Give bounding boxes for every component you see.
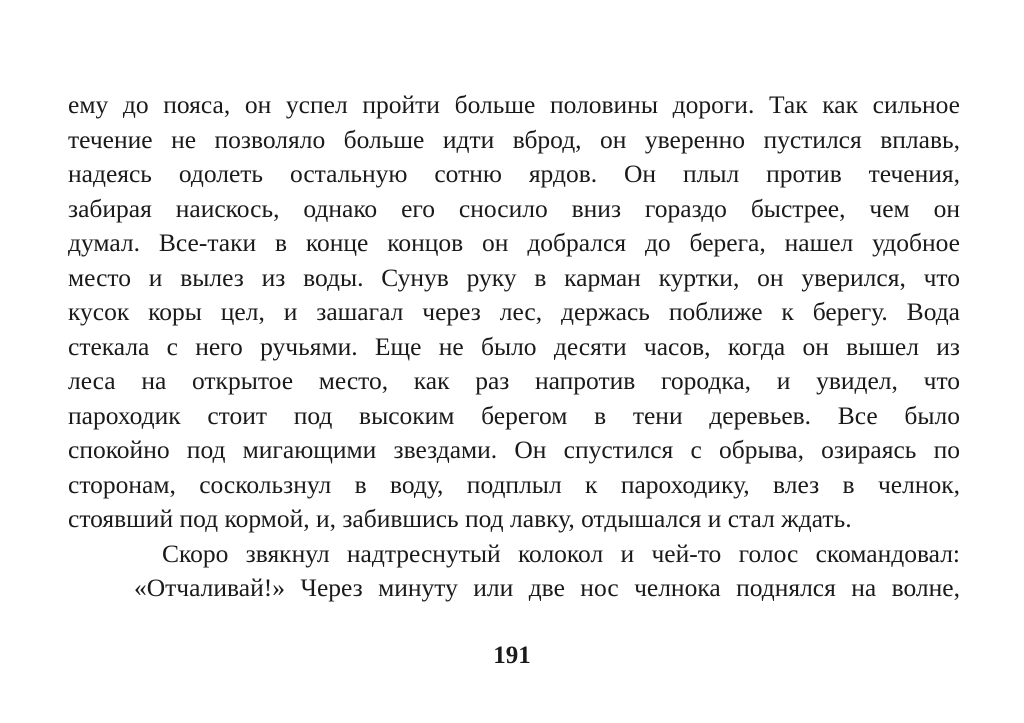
text-line: спокойно под мигающими звездами. Он спустился с обрыва, озираясь по [68,435,960,464]
page-number: 191 [493,642,531,669]
text-line: стоявший под кормой, и, забившись под лавку, отдышался и стал ждать. [68,504,852,533]
text-line: надеясь одолеть остальную сотню ярдов. Он плыл против течения, [68,159,960,188]
text-line: течение не позволяло больше идти вброд, он уверенно пустился вплавь, [68,124,960,154]
text-line: стекала с него ручьями. Еще не было десяти часов, когда он вышел из [68,331,960,361]
text-line: «Отчаливай!» Через минуту или две нос челнока поднялся на волне, [134,573,960,602]
text-line: пароходик стоит под высоким берегом в тени деревьев. Все было [68,400,960,430]
text-line: ему до пояса, он успел пройти больше половины дороги. Так как сильное [68,90,960,119]
paragraph-first-line: Скоро звякнул надтреснутый колокол и чей-то голос скомандовал: [162,538,960,568]
text-line: сторонам, соскользнул в воду, подплыл к пароходику, влез в челнок, [68,469,960,499]
text-line: леса на открытое место, как раз напротив городка, и увидел, что [68,366,960,395]
text-line: думал. Все-таки в конце концов он добрался до берега, нашел удобное [68,228,960,257]
text-line: место и вылез из воды. Сунув руку в карман куртки, он уверился, что [68,262,960,292]
text-line: кусок коры цел, и зашагал через лес, держась поближе к берегу. Вода [68,297,960,326]
text-line: забирая наискось, однако его сносило вниз гораздо быстрее, чем он [68,193,960,223]
body-text [68,88,960,606]
